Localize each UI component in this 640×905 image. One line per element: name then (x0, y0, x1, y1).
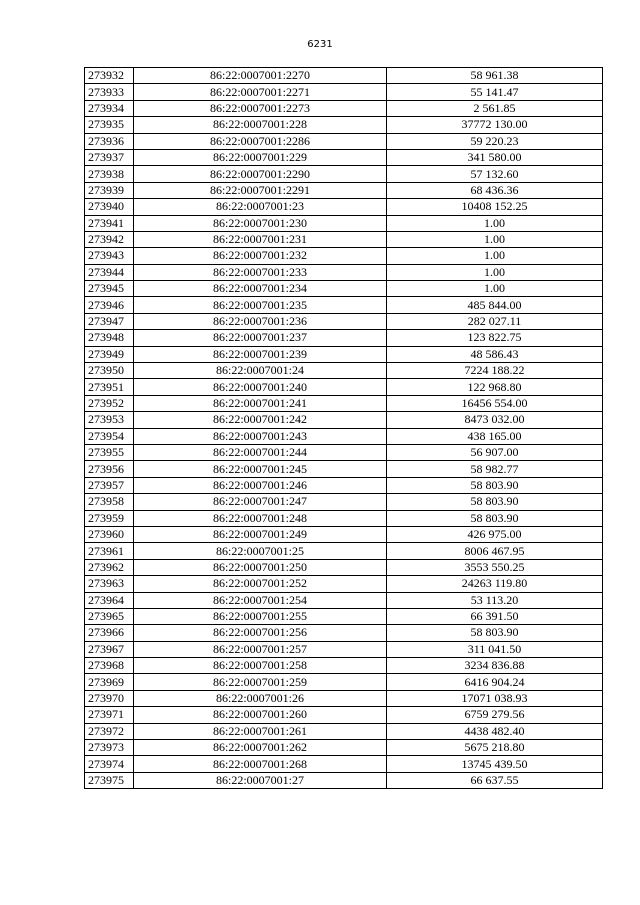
cadastral-value-cell: 3234 836.88 (387, 658, 603, 674)
cadastral-value-cell: 48 586.43 (387, 346, 603, 362)
row-number-cell: 273954 (85, 428, 134, 444)
row-number-cell: 273955 (85, 444, 134, 460)
row-number-cell: 273966 (85, 625, 134, 641)
table-row (85, 182, 603, 198)
table-row (85, 641, 603, 657)
cadastral-value-cell: 58 803.90 (387, 510, 603, 526)
row-number-cell: 273939 (85, 182, 134, 198)
cadastral-value-cell: 58 803.90 (387, 494, 603, 510)
cadastral-value-cell: 5675 218.80 (387, 740, 603, 756)
table-row (85, 297, 603, 313)
row-number-cell: 273968 (85, 658, 134, 674)
cadastral-value-cell: 311 041.50 (387, 641, 603, 657)
row-number-cell: 273953 (85, 412, 134, 428)
cadastral-number-cell: 86:22:0007001:2271 (134, 84, 387, 100)
cadastral-value-cell: 485 844.00 (387, 297, 603, 313)
table-row (85, 231, 603, 247)
table-row (85, 674, 603, 690)
row-number-cell: 273932 (85, 68, 134, 84)
cadastral-number-cell: 86:22:0007001:25 (134, 543, 387, 559)
table-row (85, 690, 603, 706)
cadastral-value-cell: 1.00 (387, 281, 603, 297)
cadastral-number-cell: 86:22:0007001:234 (134, 281, 387, 297)
cadastral-value-cell: 24263 119.80 (387, 576, 603, 592)
row-number-cell: 273950 (85, 363, 134, 379)
table-row (85, 625, 603, 641)
cadastral-number-cell: 86:22:0007001:233 (134, 264, 387, 280)
table-row (85, 68, 603, 84)
cadastral-number-cell: 86:22:0007001:261 (134, 723, 387, 739)
row-number-cell: 273952 (85, 395, 134, 411)
cadastral-number-cell: 86:22:0007001:236 (134, 313, 387, 329)
row-number-cell: 273957 (85, 477, 134, 493)
table-row (85, 379, 603, 395)
table-row (85, 658, 603, 674)
cadastral-value-cell: 6759 279.56 (387, 707, 603, 723)
cadastral-number-cell: 86:22:0007001:255 (134, 608, 387, 624)
row-number-cell: 273969 (85, 674, 134, 690)
cadastral-value-cell: 4438 482.40 (387, 723, 603, 739)
cadastral-value-cell: 123 822.75 (387, 330, 603, 346)
cadastral-number-cell: 86:22:0007001:262 (134, 740, 387, 756)
row-number-cell: 273959 (85, 510, 134, 526)
cadastral-value-cell: 282 027.11 (387, 313, 603, 329)
row-number-cell: 273965 (85, 608, 134, 624)
row-number-cell: 273964 (85, 592, 134, 608)
cadastral-number-cell: 86:22:0007001:259 (134, 674, 387, 690)
row-number-cell: 273945 (85, 281, 134, 297)
row-number-cell: 273971 (85, 707, 134, 723)
cadastral-value-cell: 1.00 (387, 231, 603, 247)
cadastral-value-cell: 58 803.90 (387, 477, 603, 493)
row-number-cell: 273941 (85, 215, 134, 231)
records-body (85, 68, 603, 789)
cadastral-number-cell: 86:22:0007001:246 (134, 477, 387, 493)
cadastral-value-cell: 10408 152.25 (387, 199, 603, 215)
cadastral-value-cell: 426 975.00 (387, 526, 603, 542)
cadastral-value-cell: 1.00 (387, 264, 603, 280)
cadastral-value-cell: 1.00 (387, 215, 603, 231)
cadastral-value-cell: 55 141.47 (387, 84, 603, 100)
cadastral-value-cell: 1.00 (387, 248, 603, 264)
table-row (85, 149, 603, 165)
table-row (85, 461, 603, 477)
cadastral-number-cell: 86:22:0007001:242 (134, 412, 387, 428)
row-number-cell: 273948 (85, 330, 134, 346)
table-row (85, 363, 603, 379)
table-row (85, 608, 603, 624)
cadastral-number-cell: 86:22:0007001:228 (134, 117, 387, 133)
table-row (85, 494, 603, 510)
cadastral-value-cell: 122 968.80 (387, 379, 603, 395)
cadastral-number-cell: 86:22:0007001:2290 (134, 166, 387, 182)
cadastral-value-cell: 56 907.00 (387, 444, 603, 460)
row-number-cell: 273975 (85, 772, 134, 788)
row-number-cell: 273958 (85, 494, 134, 510)
table-row (85, 559, 603, 575)
table-row (85, 330, 603, 346)
cadastral-number-cell: 86:22:0007001:235 (134, 297, 387, 313)
row-number-cell: 273940 (85, 199, 134, 215)
cadastral-number-cell: 86:22:0007001:237 (134, 330, 387, 346)
row-number-cell: 273938 (85, 166, 134, 182)
cadastral-number-cell: 86:22:0007001:260 (134, 707, 387, 723)
page-number: 6231 (307, 39, 333, 50)
row-number-cell: 273943 (85, 248, 134, 264)
row-number-cell: 273951 (85, 379, 134, 395)
cadastral-number-cell: 86:22:0007001:239 (134, 346, 387, 362)
cadastral-number-cell: 86:22:0007001:244 (134, 444, 387, 460)
table-row (85, 199, 603, 215)
table-row (85, 772, 603, 788)
cadastral-value-cell: 16456 554.00 (387, 395, 603, 411)
table-row (85, 526, 603, 542)
cadastral-number-cell: 86:22:0007001:257 (134, 641, 387, 657)
cadastral-value-cell: 13745 439.50 (387, 756, 603, 772)
cadastral-value-cell: 53 113.20 (387, 592, 603, 608)
table-row (85, 477, 603, 493)
table-row (85, 756, 603, 772)
table-row (85, 133, 603, 149)
row-number-cell: 273936 (85, 133, 134, 149)
cadastral-value-cell: 17071 038.93 (387, 690, 603, 706)
cadastral-number-cell: 86:22:0007001:232 (134, 248, 387, 264)
cadastral-value-cell: 68 436.36 (387, 182, 603, 198)
table-row (85, 395, 603, 411)
row-number-cell: 273973 (85, 740, 134, 756)
cadastral-number-cell: 86:22:0007001:230 (134, 215, 387, 231)
cadastral-number-cell: 86:22:0007001:258 (134, 658, 387, 674)
row-number-cell: 273974 (85, 756, 134, 772)
row-number-cell: 273937 (85, 149, 134, 165)
row-number-cell: 273946 (85, 297, 134, 313)
table-row (85, 264, 603, 280)
cadastral-value-cell: 438 165.00 (387, 428, 603, 444)
cadastral-value-cell: 58 803.90 (387, 625, 603, 641)
table-row (85, 723, 603, 739)
table-row (85, 444, 603, 460)
cadastral-value-cell: 2 561.85 (387, 100, 603, 116)
row-number-cell: 273961 (85, 543, 134, 559)
table-row (85, 510, 603, 526)
table-row (85, 592, 603, 608)
cadastral-number-cell: 86:22:0007001:23 (134, 199, 387, 215)
row-number-cell: 273963 (85, 576, 134, 592)
row-number-cell: 273934 (85, 100, 134, 116)
cadastral-value-cell: 58 961.38 (387, 68, 603, 84)
row-number-cell: 273972 (85, 723, 134, 739)
cadastral-value-cell: 341 580.00 (387, 149, 603, 165)
cadastral-value-cell: 7224 188.22 (387, 363, 603, 379)
cadastral-value-cell: 58 982.77 (387, 461, 603, 477)
row-number-cell: 273942 (85, 231, 134, 247)
table-row (85, 281, 603, 297)
table-row (85, 215, 603, 231)
cadastral-value-cell: 6416 904.24 (387, 674, 603, 690)
cadastral-number-cell: 86:22:0007001:247 (134, 494, 387, 510)
cadastral-value-cell: 37772 130.00 (387, 117, 603, 133)
table-row (85, 100, 603, 116)
cadastral-number-cell: 86:22:0007001:254 (134, 592, 387, 608)
table-row (85, 428, 603, 444)
cadastral-value-cell: 8006 467.95 (387, 543, 603, 559)
cadastral-number-cell: 86:22:0007001:2291 (134, 182, 387, 198)
cadastral-number-cell: 86:22:0007001:241 (134, 395, 387, 411)
row-number-cell: 273967 (85, 641, 134, 657)
cadastral-value-cell: 8473 032.00 (387, 412, 603, 428)
cadastral-number-cell: 86:22:0007001:243 (134, 428, 387, 444)
table-row (85, 707, 603, 723)
row-number-cell: 273944 (85, 264, 134, 280)
row-number-cell: 273933 (85, 84, 134, 100)
table-row (85, 248, 603, 264)
row-number-cell: 273935 (85, 117, 134, 133)
row-number-cell: 273970 (85, 690, 134, 706)
table-row (85, 576, 603, 592)
cadastral-number-cell: 86:22:0007001:2273 (134, 100, 387, 116)
cadastral-number-cell: 86:22:0007001:2270 (134, 68, 387, 84)
row-number-cell: 273962 (85, 559, 134, 575)
cadastral-value-cell: 66 637.55 (387, 772, 603, 788)
row-number-cell: 273960 (85, 526, 134, 542)
cadastral-value-cell: 66 391.50 (387, 608, 603, 624)
table-row (85, 412, 603, 428)
records-table (84, 67, 603, 789)
cadastral-number-cell: 86:22:0007001:256 (134, 625, 387, 641)
table-row (85, 313, 603, 329)
table-row (85, 543, 603, 559)
cadastral-number-cell: 86:22:0007001:229 (134, 149, 387, 165)
cadastral-number-cell: 86:22:0007001:24 (134, 363, 387, 379)
cadastral-number-cell: 86:22:0007001:26 (134, 690, 387, 706)
cadastral-value-cell: 3553 550.25 (387, 559, 603, 575)
cadastral-number-cell: 86:22:0007001:252 (134, 576, 387, 592)
table-row (85, 740, 603, 756)
row-number-cell: 273956 (85, 461, 134, 477)
cadastral-value-cell: 59 220.23 (387, 133, 603, 149)
row-number-cell: 273949 (85, 346, 134, 362)
cadastral-number-cell: 86:22:0007001:27 (134, 772, 387, 788)
cadastral-number-cell: 86:22:0007001:231 (134, 231, 387, 247)
row-number-cell: 273947 (85, 313, 134, 329)
table-row (85, 84, 603, 100)
cadastral-number-cell: 86:22:0007001:268 (134, 756, 387, 772)
table-row (85, 346, 603, 362)
cadastral-number-cell: 86:22:0007001:249 (134, 526, 387, 542)
cadastral-number-cell: 86:22:0007001:245 (134, 461, 387, 477)
cadastral-number-cell: 86:22:0007001:250 (134, 559, 387, 575)
cadastral-number-cell: 86:22:0007001:248 (134, 510, 387, 526)
table-row (85, 117, 603, 133)
cadastral-value-cell: 57 132.60 (387, 166, 603, 182)
cadastral-number-cell: 86:22:0007001:2286 (134, 133, 387, 149)
cadastral-number-cell: 86:22:0007001:240 (134, 379, 387, 395)
table-row (85, 166, 603, 182)
